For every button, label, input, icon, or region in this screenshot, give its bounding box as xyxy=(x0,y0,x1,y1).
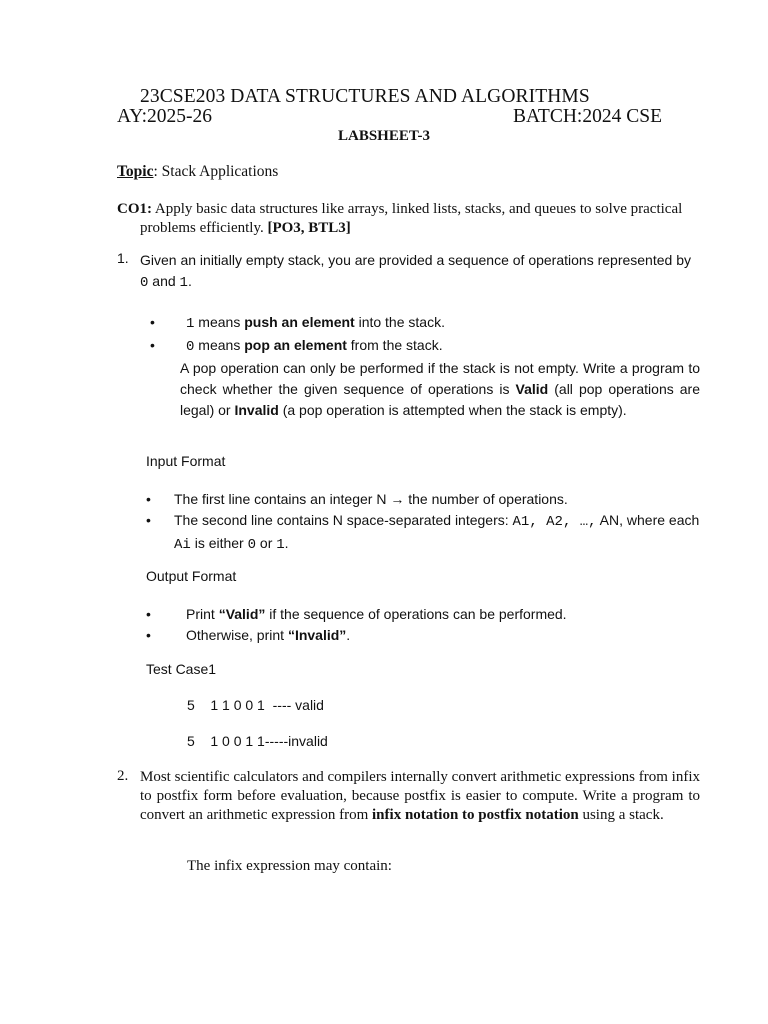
topic-line xyxy=(117,163,278,181)
bullet-icon: • xyxy=(150,337,155,353)
batch: BATCH:2024 CSE xyxy=(513,106,662,127)
input-format-heading: Input Format xyxy=(146,453,226,469)
code-one: 1 xyxy=(179,275,188,291)
topic-label: Topic xyxy=(117,163,154,180)
co-text-line1: Apply basic data structures like arrays, linked lists, stacks, and queues to solve practical xyxy=(152,201,683,217)
course-outcome xyxy=(117,200,700,238)
output-format-bullets xyxy=(146,604,700,646)
question-2-text: Most scientific calculators and compilers internally convert arithmetic expressions from infix to postfix form before evaluation, because postfix is easier to compute. Write a program to convert an arithmetic expression from infix notation to postfix notation using a stack. xyxy=(140,769,700,823)
test-case-heading: Test Case1 xyxy=(146,661,217,677)
bullet-icon: • xyxy=(146,491,151,507)
list-item: • 0 means pop an element from the stack. xyxy=(150,337,443,355)
co-text-line2: problems efficiently. xyxy=(140,220,268,236)
test-case-valid: 5 1 1 0 0 1 ---- valid xyxy=(187,697,324,713)
co-label: CO1: xyxy=(117,201,152,217)
pop-rule-paragraph: A pop operation can only be performed if the stack is not empty. Write a program to check whether the given sequence of operations is Valid (all pop operations are legal) or Invalid (a pop operation is attempted when the stack is empty). xyxy=(180,360,701,418)
operation-bullets xyxy=(150,312,700,421)
co-tags: [PO3, BTL3] xyxy=(267,220,351,236)
list-item: • The first line contains an integer N → the number of operations. xyxy=(146,489,700,510)
code-zero: 0 xyxy=(140,275,149,291)
labsheet-title: LABSHEET-3 xyxy=(338,128,430,144)
list-item: • Otherwise, print “Invalid”. xyxy=(146,625,700,646)
infix-contents-intro: The infix expression may contain: xyxy=(187,858,392,874)
course-title: 23CSE203 DATA STRUCTURES AND ALGORITHMS xyxy=(140,86,590,107)
list-item: • The second line contains N space-separated integers: A1, A2, …, AN, where each Ai is either 0 or 1. xyxy=(146,512,700,553)
question-2-number: 2. xyxy=(117,768,129,784)
topic-value: : Stack Applications xyxy=(153,163,279,180)
question-1-intro: Given an initially empty stack, you are provided a sequence of operations represented by 0 and 1. xyxy=(140,252,691,291)
bullet-icon: • xyxy=(146,512,151,528)
bullet-icon: • xyxy=(146,606,151,622)
test-case-invalid: 5 1 0 0 1 1-----invalid xyxy=(187,733,328,749)
bullet-icon: • xyxy=(150,314,155,330)
bullet-icon: • xyxy=(146,627,151,643)
output-format-heading: Output Format xyxy=(146,568,237,584)
question-1-number: 1. xyxy=(117,250,129,266)
list-item: • 1 means push an element into the stack. xyxy=(150,314,445,332)
input-format-bullets xyxy=(146,489,700,556)
list-item: • Print “Valid” if the sequence of operations can be performed. xyxy=(146,604,700,625)
academic-year: AY:2025-26 xyxy=(117,106,212,127)
